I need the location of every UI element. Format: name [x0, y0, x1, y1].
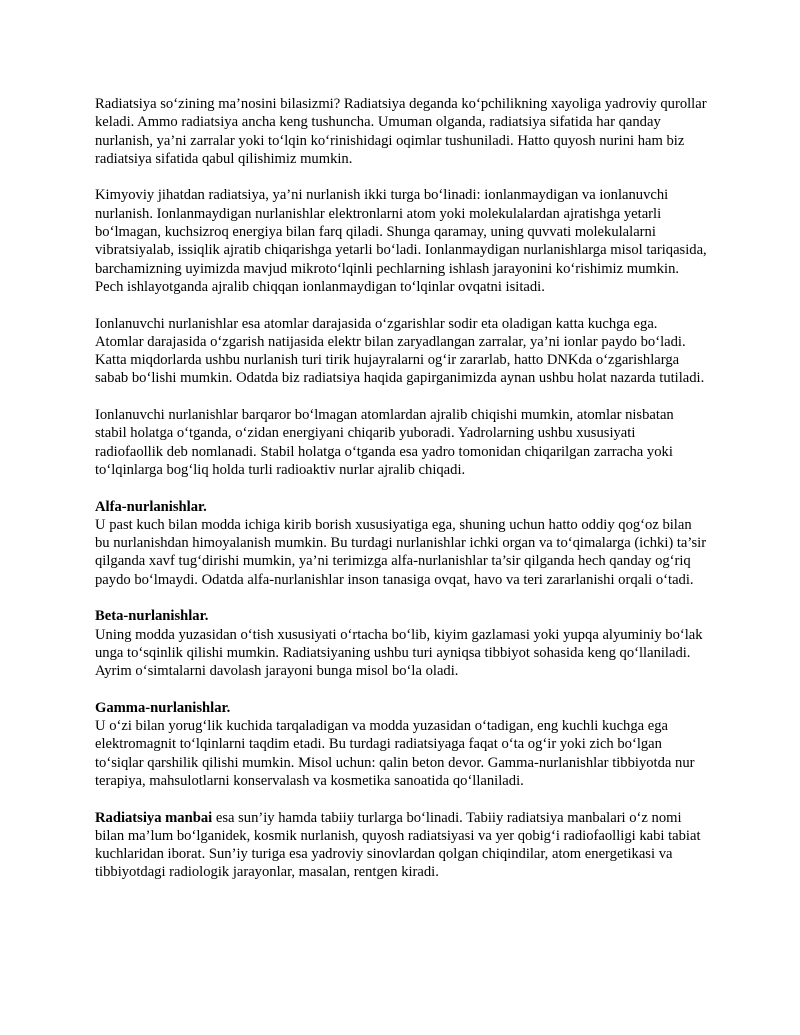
radiation-source-lead: Radiatsiya manbai [95, 809, 213, 826]
intro-paragraph: Radiatsiya so‘zining ma’nosini bilasizmi? Radiatsiya deganda ko‘pchilikning xayoliga yadroviy qurollar keladi. Ammo radiatsiya ancha keng tushuncha. Umuman olganda, radiatsiya sifatida har qanday nurlanish, ya’ni zarralar yoki to‘lqin ko‘rinishidagi oqimlar tushuniladi. Hatto quyosh nurini ham biz radiatsiya sifatida qabul qilishimiz mumkin. [95, 96, 707, 167]
document-page [95, 95, 707, 900]
radioactivity-paragraph: Ionlanuvchi nurlanishlar barqaror bo‘lmagan atomlardan ajralib chiqishi mumkin, atomlar nisbatan stabil holatga o‘tganda, o‘zidan energiyani chiqarib yuboradi. Yadrolarning ushbu xususiyati radiofaollik deb nomlanadi. Stabil holatga o‘tganda esa yadro tomonidan chiqarilgan zarracha yoki to‘lqinlarga bog‘liq holda turli radioaktiv nurlar ajralib chiqadi. [95, 407, 674, 478]
ionizing-radiation-paragraph: Ionlanuvchi nurlanishlar esa atomlar darajasida o‘zgarishlar sodir eta oladigan katta kuchga ega. Atomlar darajasida o‘zgarish natijasida elektr bilan zaryadlangan zarralar, ya’ni ionlar paydo bo‘ladi. Katta miqdorlarda ushbu nurlanish turi tirik hujayralarni og‘ir zararlab, hatto DNKda o‘zgarishlarga sabab bo‘lishi mumkin. Odatda biz radiatsiya haqida gapirganimizda aynan ushbu holat nazarda tutiladi. [95, 315, 705, 387]
beta-body: Uning modda yuzasidan o‘tish xususiyati o‘rtacha bo‘lib, kiyim gazlamasi yoki yupqa alyuminiy bo‘lak unga to‘sqinlik qilishi mumkin. Radiatsiyaning ushbu turi ayniqsa tibbiyot sohasida keng qo‘llaniladi. Ayrim o‘simtalarni davolash jarayoni bunga misol bo‘la oladi. [95, 626, 703, 680]
radiation-source-paragraph [95, 809, 707, 882]
radiation-types-paragraph: Kimyoviy jihatdan radiatsiya, ya’ni nurlanish ikki turga bo‘linadi: ionlanmaydigan va ionlanuvchi nurlanish. Ionlanmaydigan nurlanishlar elektronlarni atom yoki molekulalardan ajratishga yetarli bo‘lmagan, kuchsizroq energiya bilan farq qiladi. Shunga qaramay, uning quvvati molekulalarni vibratsiyalab, issiqlik ajratib chiqarishga yetarli bo‘ladi. Ionlanmaydigan nurlanishlarga misol tariqasida, barchamizning uyimizda mavjud mikroto‘lqinli pechlarning ishlash jarayonini ko‘rishimiz mumkin. Pech ishlayotganda ajralib chiqqan ionlanmaydigan to‘lqinlar ovqatni isitadi. [95, 187, 707, 295]
alfa-section [95, 498, 707, 589]
gamma-heading: Gamma-nurlanishlar. [95, 699, 231, 716]
gamma-section [95, 699, 707, 790]
beta-heading: Beta-nurlanishlar. [95, 608, 209, 625]
alfa-heading: Alfa-nurlanishlar. [95, 498, 207, 515]
gamma-body: U o‘zi bilan yorug‘lik kuchida tarqaladigan va modda yuzasidan o‘tadigan, eng kuchli kuchga ega elektromagnit to‘lqinlarni taqdim etadi. Bu turdagi radiatsiyaga faqat o‘ta og‘ir yoki zich bo‘lgan to‘siqlar qarshilik qilishi mumkin. Misol uchun: qalin beton devor. Gamma-nurlanishlar tibbiyotda nur terapiya, mahsulotlarni konservalash va kosmetika sanoatida qo‘llaniladi. [95, 718, 695, 789]
beta-section [95, 607, 707, 680]
alfa-body: U past kuch bilan modda ichiga kirib borish xususiyatiga ega, shuning uchun hatto oddiy qog‘oz bilan bu nurlanishdan himoyalanish mumkin. Bu turdagi nurlanishlar ichki organ va to‘qimalarga (ichki) ta’sir qilganda xavf tug‘dirishi mumkin, ya’ni terimizga alfa-nurlanishlar ta’sir qilganda hech qanday og‘riq paydo bo‘lmaydi. Odatda alfa-nurlanishlar inson tanasiga ovqat, havo va teri zararlanishi orqali o‘tadi. [95, 516, 707, 588]
radiation-source-body: esa sun’iy hamda tabiiy turlarga bo‘linadi. Tabiiy radiatsiya manbalari o‘z nomi bilan ma’lum bo‘lganidek, kosmik nurlanish, quyosh radiatsiyasi va yer qobig‘i radiofaolligi kabi tabiat kuchlaridan iborat. Sun’iy turiga esa yadroviy sinovlardan qolgan chiqindilar, atom energetikasi va tibbiyotdagi radiologik jarayonlar, masalan, rentgen kiradi. [95, 809, 701, 881]
